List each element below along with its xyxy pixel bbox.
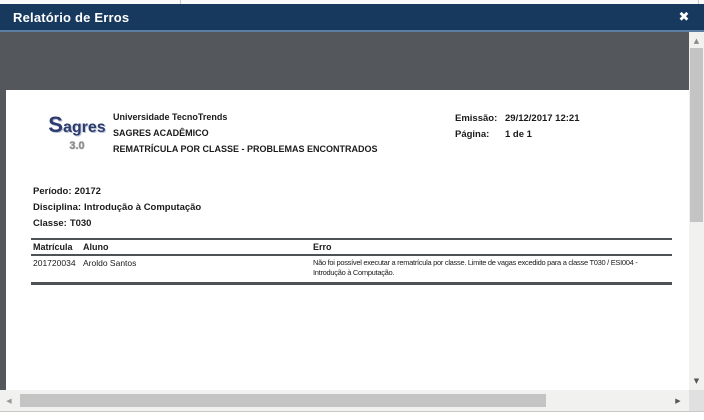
errors-table (31, 238, 672, 285)
system-name: SAGRES ACADÊMICO (113, 128, 209, 138)
report-viewer-canvas (0, 32, 689, 390)
page-number-label: Página: (455, 129, 490, 140)
sagres-logo (44, 112, 110, 152)
report-title: REMATRÍCULA POR CLASSE - PROBLEMAS ENCONTRADOS (113, 144, 378, 154)
scroll-down-button[interactable] (689, 374, 704, 388)
column-header-aluno: Aluno (83, 242, 109, 252)
cell-erro: Não foi possível executar a rematrícula por classe. Limite de vagas excedido para a classe T030 / ESI004 - Introdução à Computação. (313, 258, 638, 277)
horizontal-scrollbar[interactable] (0, 390, 689, 411)
scroll-right-icon: ▶ (675, 396, 681, 405)
column-header-erro: Erro (313, 242, 332, 252)
page-number-row (455, 127, 579, 143)
classe-value: T030 (69, 218, 92, 229)
scroll-down-icon: ▼ (693, 377, 700, 385)
disciplina-label: Disciplina: (33, 202, 82, 213)
dialog-bottom-edge (0, 411, 704, 420)
scroll-left-icon: ◀ (6, 396, 12, 405)
disciplina-value: Introdução à Computação (84, 202, 202, 213)
table-header-row (31, 240, 672, 256)
report-header-block (113, 109, 378, 157)
emission-label: Emissão: (455, 113, 498, 124)
scroll-up-button[interactable] (689, 34, 704, 48)
dialog-title: Relatório de Erros (13, 9, 130, 25)
close-button[interactable] (674, 7, 694, 27)
scroll-left-button[interactable] (2, 390, 16, 411)
periodo-line (33, 184, 201, 200)
classe-line (33, 216, 201, 232)
scroll-right-button[interactable] (671, 390, 685, 411)
close-icon: ✖ (678, 9, 690, 25)
institution-name: Universidade TecnoTrends (113, 112, 228, 122)
logo-brand-text: Sagres (48, 112, 106, 137)
cell-matricula: 201720034 (33, 258, 76, 268)
report-meta-block (455, 111, 579, 143)
horizontal-scrollbar-thumb[interactable] (20, 394, 546, 407)
vertical-scrollbar-thumb[interactable] (690, 48, 703, 222)
emission-value: 29/12/2017 12:21 (505, 113, 580, 124)
periodo-label: Período: (33, 186, 72, 197)
scrollbar-corner (689, 390, 704, 411)
table-row (31, 256, 672, 285)
logo-version-text: 3.0 (69, 140, 85, 152)
report-filters-block (33, 184, 201, 232)
periodo-value: 20172 (74, 186, 101, 197)
cell-aluno: Aroldo Santos (83, 258, 137, 268)
scroll-up-icon: ▲ (693, 37, 700, 45)
disciplina-line (33, 200, 201, 216)
dialog-titlebar (0, 4, 704, 30)
emission-row (455, 111, 579, 127)
vertical-scrollbar[interactable] (689, 32, 704, 390)
classe-label: Classe: (33, 218, 67, 229)
page-number-value: 1 de 1 (505, 129, 532, 140)
report-page (6, 90, 689, 390)
column-header-matricula: Matrícula (33, 242, 73, 252)
